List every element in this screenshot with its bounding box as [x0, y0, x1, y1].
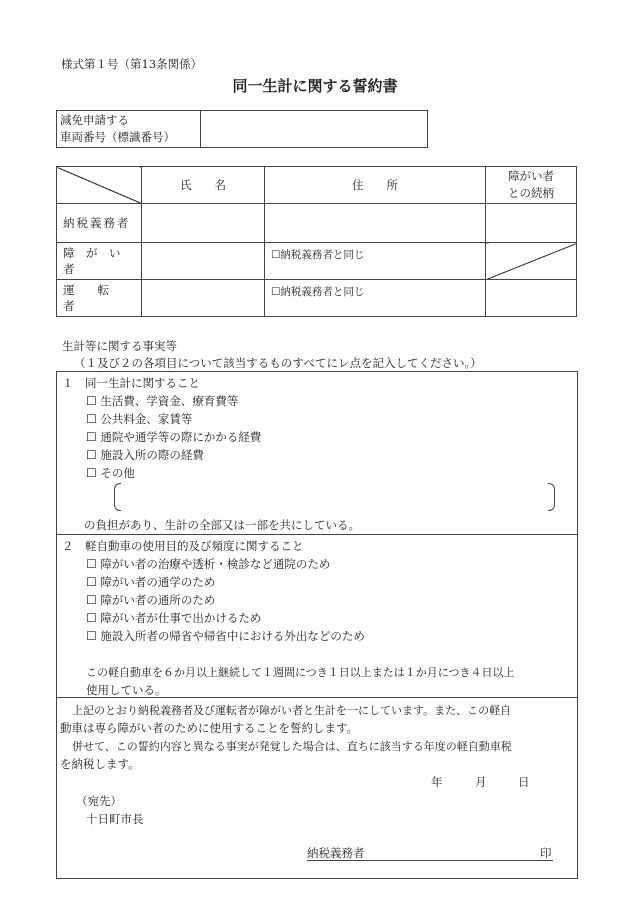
taxpayer-address-field[interactable] [265, 204, 486, 243]
checkbox[interactable]: ☐ [86, 575, 97, 589]
item-label: 施設入所の際の経費 [100, 448, 204, 462]
section2-closing-line1: この軽自動車を６か月以上継続して１週間につき１日以上または１か月につき４日以上 [86, 666, 515, 679]
page-title: 同一生計に関する誓約書 [232, 77, 398, 95]
item-label: 障がい者の通所のため [100, 593, 216, 607]
section2-item[interactable] [86, 574, 215, 590]
row-label-disabled: 障 が い 者 [57, 243, 142, 280]
form-label: 様式第１号（第13条関係） [61, 57, 203, 71]
driver-relation-field[interactable] [486, 280, 577, 317]
other-bracket-right [548, 483, 555, 511]
section2-item[interactable] [86, 556, 330, 572]
section2-title: ２ 軽自動車の使用目的及び頻度に関すること [62, 539, 304, 553]
col-header-relation-line2: との続柄 [508, 186, 554, 200]
other-detail-field[interactable] [122, 484, 548, 510]
vehicle-label [57, 111, 201, 148]
checkbox[interactable]: ☐ [86, 593, 97, 607]
other-bracket-left [114, 483, 121, 511]
same-as-taxpayer-checkbox[interactable]: ☐納税義務者と同じ [271, 249, 365, 261]
row-taxpayer [57, 204, 577, 243]
col-header-relation [486, 167, 577, 204]
pledge-para2-line1: 併せて、この誓約内容と異なる事実が発覚した場合は、直ちに該当する年度の軽自動車税 [72, 740, 512, 753]
checkbox[interactable]: ☐ [86, 557, 97, 571]
date-month-label: 月 [475, 775, 487, 789]
signer-label: 納税義務者 [307, 846, 365, 860]
row-driver [57, 280, 577, 317]
seal-mark: 印 [540, 846, 552, 860]
item-label: その他 [100, 466, 135, 480]
col-header-name: 氏 名 [142, 167, 265, 204]
row-label-taxpayer: 納税義務者 [57, 204, 142, 243]
section1-item[interactable] [86, 429, 261, 445]
addressee: 十日町市長 [86, 812, 144, 826]
item-label: 障がい者の治療や透析・検診など通院のため [100, 557, 331, 571]
section1-item[interactable] [86, 393, 238, 409]
section1-item[interactable] [86, 447, 204, 463]
section2-item[interactable] [86, 628, 365, 644]
checkbox[interactable]: ☐ [86, 466, 97, 480]
vehicle-number-field[interactable] [201, 111, 428, 148]
item-label: 生活費、学資金、療育費等 [100, 394, 239, 408]
checkbox[interactable]: ☐ [86, 611, 97, 625]
corner-cell [57, 167, 142, 204]
persons-table [56, 166, 577, 317]
addressee-label: （宛先） [76, 794, 122, 808]
driver-address-field[interactable] [265, 280, 486, 317]
section1-closing: の負担があり、生計の全部又は一部を共にしている。 [84, 518, 360, 532]
item-label: 公共料金、家賃等 [100, 412, 193, 426]
section1-item[interactable] [86, 465, 135, 481]
disabled-relation-cell [486, 243, 577, 280]
section1-item[interactable] [86, 411, 192, 427]
item-label: 障がい者が仕事で出かけるため [100, 611, 262, 625]
checkbox[interactable]: ☐ [86, 412, 97, 426]
pledge-para2-line2: を納税します。 [60, 757, 140, 771]
checkbox[interactable]: ☐ [86, 394, 97, 408]
pledge-para1-line2: 動車は専ら障がい者のために使用することを誓約します。 [60, 721, 359, 735]
row-disabled [57, 243, 577, 280]
vehicle-label-line2: 車両番号（標識番号） [60, 130, 175, 144]
col-header-address: 住 所 [265, 167, 486, 204]
divider-section1 [56, 534, 577, 535]
row-label-driver: 運 転 者 [57, 280, 142, 317]
driver-same-as-taxpayer-checkbox[interactable]: ☐納税義務者と同じ [271, 286, 365, 298]
vehicle-label-line1: 減免申請する [60, 113, 129, 127]
signature-underline [307, 860, 553, 861]
item-label: 通院や通学等の際にかかる経費 [100, 430, 262, 444]
taxpayer-name-field[interactable] [142, 204, 265, 243]
checkbox[interactable]: ☐ [86, 629, 97, 643]
item-label: 施設入所者の帰省や帰省中における外出などのため [100, 629, 365, 643]
pledge-para1-line1: 上記のとおり納税義務者及び運転者が障がい者と生計を一にしています。また、この軽自 [72, 704, 512, 717]
signer-name-field[interactable] [372, 846, 538, 860]
checkbox[interactable]: ☐ [86, 430, 97, 444]
date-day-label: 日 [518, 775, 530, 789]
disabled-address-field[interactable] [265, 243, 486, 280]
checkbox[interactable]: ☐ [86, 448, 97, 462]
disabled-name-field[interactable] [142, 243, 265, 280]
section1-title: １ 同一生計に関すること [62, 376, 200, 390]
date-year-label: 年 [431, 775, 443, 789]
facts-instruction: （１及び２の各項目について該当するものすべてにレ点を記入してください。） [74, 356, 482, 370]
item-label: 障がい者の通学のため [100, 575, 216, 589]
taxpayer-relation-field[interactable] [486, 204, 577, 243]
driver-name-field[interactable] [142, 280, 265, 317]
vehicle-table [56, 110, 428, 148]
facts-heading: 生計等に関する事実等 [62, 339, 177, 353]
section2-item[interactable] [86, 592, 215, 608]
section2-closing-line2: 使用している。 [86, 683, 167, 697]
col-header-relation-line1: 障がい者 [508, 169, 554, 183]
section2-item[interactable] [86, 610, 261, 626]
